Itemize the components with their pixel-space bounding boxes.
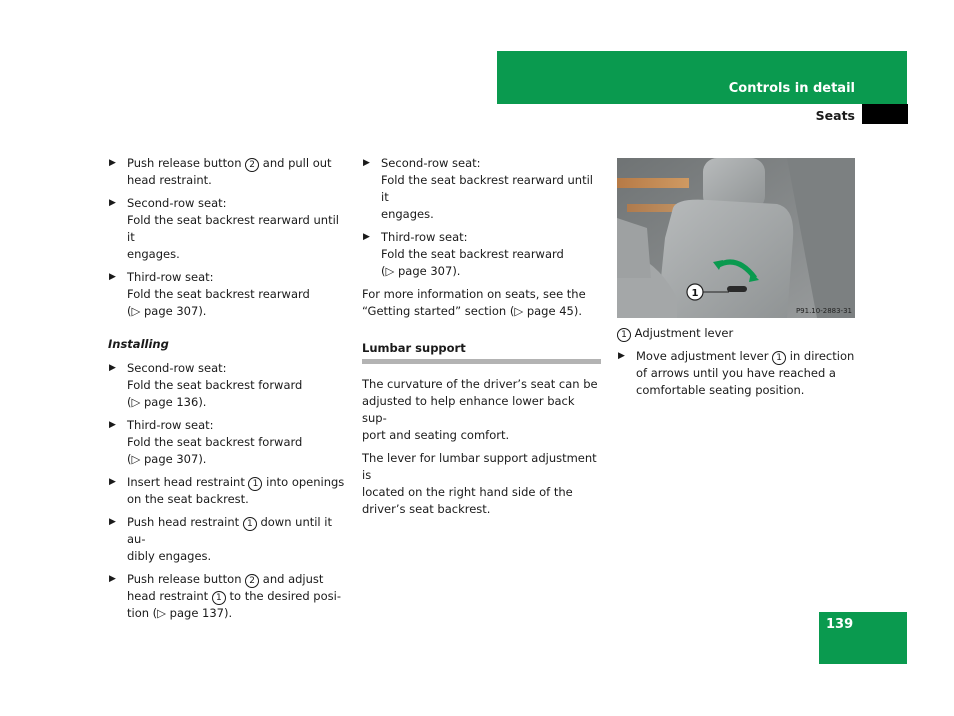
paragraph — [362, 450, 602, 518]
step-text: engages. — [381, 207, 434, 221]
text-line: The curvature of the driver’s seat can be — [362, 377, 598, 391]
step-text: Second-row seat: — [127, 361, 227, 375]
text-line: driver’s seat backrest. — [362, 502, 491, 516]
step-text: (▷ page 136). — [127, 395, 207, 409]
bullet-arrow-icon: ▶ — [109, 574, 116, 584]
step-text: Third-row seat: — [127, 418, 214, 432]
text-line: adjusted to help enhance lower back sup- — [362, 394, 575, 425]
callout-number-1: 1 — [772, 351, 786, 365]
instruction-step — [362, 229, 602, 280]
step-text: Insert head restraint 1 into openings — [127, 475, 345, 489]
instruction-step — [108, 269, 348, 320]
step-text: (▷ page 307). — [127, 304, 207, 318]
more-info-paragraph — [362, 286, 602, 320]
bullet-arrow-icon: ▶ — [618, 351, 625, 361]
column-1 — [108, 155, 348, 628]
instruction-step — [108, 417, 348, 468]
step-text: Third-row seat: — [127, 270, 214, 284]
instruction-list — [108, 155, 348, 320]
instruction-list — [362, 155, 602, 280]
photo-reference-code: P91.10-2883-31 — [795, 307, 852, 315]
step-text: (▷ page 307). — [127, 452, 207, 466]
text-line: located on the right hand side of the — [362, 485, 573, 499]
seat-photo — [617, 158, 855, 318]
instruction-step — [617, 348, 857, 399]
subsection-label: Seats — [815, 108, 855, 123]
callout-number-1: 1 — [243, 517, 257, 531]
bullet-arrow-icon: ▶ — [109, 517, 116, 527]
step-text: Fold the seat backrest forward — [127, 378, 303, 392]
callout-number-1: 1 — [212, 591, 226, 605]
step-text: Fold the seat backrest rearward until it — [381, 173, 593, 204]
lumbar-description — [362, 376, 602, 518]
instruction-step — [108, 195, 348, 263]
photo-callout-1: 1 — [691, 288, 699, 299]
bullet-arrow-icon: ▶ — [109, 272, 116, 282]
callout-number-1: 1 — [248, 477, 262, 491]
bullet-arrow-icon: ▶ — [109, 198, 116, 208]
step-text: Fold the seat backrest rearward — [127, 287, 310, 301]
installing-list — [108, 360, 348, 622]
step-text: comfortable seating position. — [636, 383, 805, 397]
callout-number-1: 1 — [617, 328, 631, 342]
column-3 — [617, 158, 857, 405]
step-text: engages. — [127, 247, 180, 261]
step-text: dibly engages. — [127, 549, 212, 563]
page-number: 139 — [826, 617, 854, 632]
step-text: Third-row seat: — [381, 230, 468, 244]
step-text: Second-row seat: — [127, 196, 227, 210]
bullet-arrow-icon: ▶ — [109, 477, 116, 487]
subsection-marker — [862, 104, 908, 124]
instruction-step — [108, 571, 348, 622]
bullet-arrow-icon: ▶ — [363, 232, 370, 242]
step-text: head restraint 1 to the desired posi- — [127, 589, 341, 603]
photo-caption: 1 Adjustment lever — [617, 325, 857, 342]
seat-illustration — [617, 158, 855, 318]
step-text: Push release button 2 and pull out — [127, 156, 332, 170]
bullet-arrow-icon: ▶ — [109, 158, 116, 168]
bullet-arrow-icon: ▶ — [363, 158, 370, 168]
text-line: The lever for lumbar support adjustment is — [362, 451, 597, 482]
step-text: tion (▷ page 137). — [127, 606, 233, 620]
step-text: head restraint. — [127, 173, 212, 187]
instruction-step — [108, 474, 348, 508]
step-text: Fold the seat backrest rearward — [381, 247, 564, 261]
heading-rule — [362, 359, 601, 364]
step-text: of arrows until you have reached a — [636, 366, 836, 380]
instruction-step — [362, 155, 602, 223]
step-text: Move adjustment lever 1 in direction — [636, 349, 855, 363]
text-line: For more information on seats, see the — [362, 287, 586, 301]
text-line: “Getting started” section (▷ page 45). — [362, 304, 582, 318]
instruction-list — [617, 348, 857, 399]
instruction-step — [108, 155, 348, 189]
instruction-step — [108, 514, 348, 565]
section-title: Controls in detail — [728, 81, 855, 96]
installing-heading: Installing — [108, 337, 169, 351]
step-text: on the seat backrest. — [127, 492, 249, 506]
callout-number-2: 2 — [245, 158, 259, 172]
step-text: Push release button 2 and adjust — [127, 572, 324, 586]
step-text: Push head restraint 1 down until it au- — [127, 515, 332, 546]
text-line: port and seating comfort. — [362, 428, 510, 442]
step-text: (▷ page 307). — [381, 264, 461, 278]
instruction-step — [108, 360, 348, 411]
bullet-arrow-icon: ▶ — [109, 420, 116, 430]
lumbar-support-heading: Lumbar support — [362, 341, 466, 355]
step-text: Fold the seat backrest rearward until it — [127, 213, 339, 244]
column-2 — [362, 155, 602, 524]
step-text: Second-row seat: — [381, 156, 481, 170]
step-text: Fold the seat backrest forward — [127, 435, 303, 449]
paragraph — [362, 376, 602, 444]
callout-number-2: 2 — [245, 574, 259, 588]
bullet-arrow-icon: ▶ — [109, 363, 116, 373]
